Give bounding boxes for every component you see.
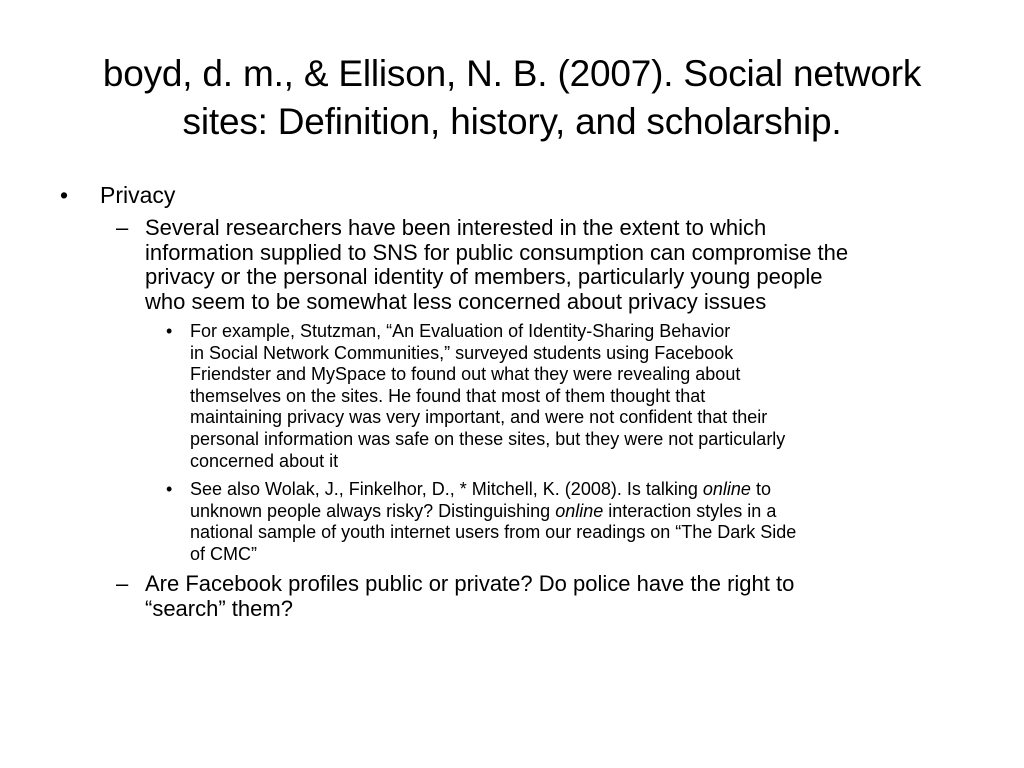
text-line: who seem to be somewhat less concerned about privacy issues [145, 288, 767, 314]
text-line: of CMC” [190, 543, 257, 564]
title-line: boyd, d. m., & Ellison, N. B. (2007). Social network [102, 53, 922, 94]
subbullet-researchers-text [145, 216, 848, 314]
dash-marker: – [116, 571, 129, 596]
wolak-line2-emphasis: online [555, 500, 604, 521]
text-line: themselves on the sites. He found that most of them thought that [190, 385, 706, 406]
wolak-line1-post: to [750, 479, 771, 499]
text-line: maintaining privacy was very important, and were not confident that their [190, 407, 768, 428]
text-line: Are Facebook profiles public or private? Do police have the right to [145, 571, 795, 596]
text-line: Several researchers have been interested in the extent to which [145, 215, 767, 240]
text-line [190, 501, 796, 523]
bullet-privacy-label: Privacy [100, 182, 176, 208]
subsub-stutzman-text [190, 321, 785, 472]
wolak-line2-pre: unknown people always risky? Distinguishing [190, 500, 556, 521]
text-line: Friendster and MySpace to found out what they were revealing about [190, 364, 741, 385]
text-line: concerned about it [190, 450, 339, 471]
title-line: sites: Definition, history, and scholarship. [182, 101, 842, 142]
bullet-marker: • [166, 321, 173, 341]
text-line: For example, Stutzman, “An Evaluation of Identity-Sharing Behavior [190, 321, 731, 341]
text-line: in Social Network Communities,” surveyed students using Facebook [190, 342, 734, 363]
bullet-marker: • [166, 479, 173, 499]
wolak-line1-pre: See also Wolak, J., Finkelhor, D., * Mitchell, K. (2008). Is talking [190, 479, 703, 499]
text-line: privacy or the personal identity of members, particularly young people [145, 264, 823, 290]
dash-marker: – [116, 215, 129, 240]
text-line: information supplied to SNS for public consumption can compromise the [145, 239, 849, 265]
subsub-wolak-text [190, 479, 796, 565]
slide-title [40, 50, 984, 146]
text-line [190, 479, 796, 501]
text-line: personal information was safe on these sites, but they were not particularly [190, 428, 786, 449]
wolak-line2-post: interaction styles in a [603, 500, 777, 521]
text-line: “search” them? [145, 595, 293, 621]
text-line: national sample of youth internet users from our readings on “The Dark Side [190, 522, 797, 543]
subbullet-facebook-text [145, 572, 794, 621]
bullet-marker: • [60, 182, 69, 208]
wolak-line1-emphasis: online [702, 479, 751, 499]
